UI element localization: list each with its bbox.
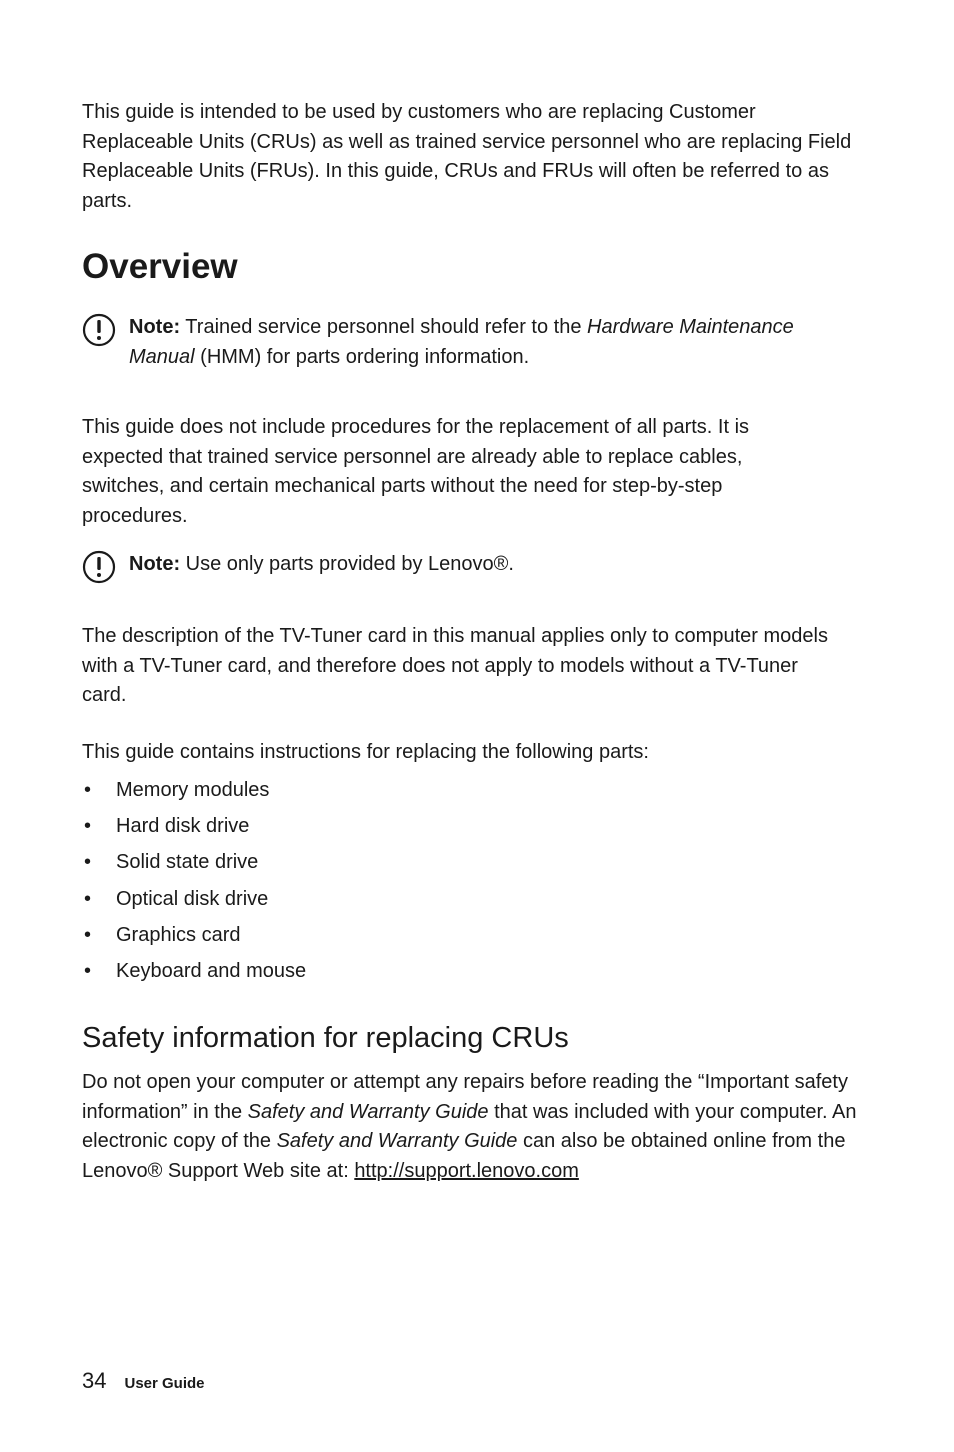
attention-icon	[82, 550, 116, 584]
list-item: • Keyboard and mouse	[82, 953, 306, 989]
note-text	[129, 550, 862, 580]
note-label: Note:	[129, 316, 181, 338]
overview-heading: Overview	[82, 247, 238, 286]
list-item: • Hard disk drive	[82, 808, 306, 844]
attention-icon	[82, 313, 116, 347]
list-item: • Graphics card	[82, 917, 306, 953]
guide-title: Safety and Warranty Guide	[276, 1130, 518, 1152]
note-label: Note:	[129, 553, 181, 575]
procedures-paragraph: This guide does not include procedures for the replacement of all parts. It is expected that trained service personnel are already able to replace cables, switches, and certain mechanical parts without the need for step-by-step procedures.	[82, 416, 750, 527]
tv-tuner-paragraph: The description of the TV-Tuner card in this manual applies only to computer models with a TV-Tuner card, and therefore does not apply to models without a TV-Tuner card.	[82, 625, 828, 706]
note-text-part: Use only parts provided by Lenovo®.	[180, 553, 514, 575]
note-text-part: (HMM) for parts ordering information.	[194, 345, 530, 368]
list-item: • Memory modules	[82, 772, 306, 808]
list-item: • Optical disk drive	[82, 881, 306, 917]
hmm-title: Hardware Maintenance Manual	[129, 316, 794, 368]
page-footer	[82, 1368, 205, 1394]
parts-intro: This guide contains instructions for replacing the following parts:	[82, 741, 649, 763]
safety-text-part: that was included with your computer. An electronic copy of the	[82, 1100, 857, 1152]
safety-heading: Safety information for replacing CRUs	[82, 1022, 569, 1054]
safety-paragraph	[82, 1068, 872, 1186]
note-lenovo-parts	[82, 550, 862, 580]
note-text	[129, 313, 862, 372]
page-number: 34	[82, 1368, 107, 1393]
intro-paragraph: This guide is intended to be used by customers who are replacing Customer Replaceable Units (CRUs) as well as trained service personnel who are replacing Field Replaceable Units (FRUs). In this guide, CRUs and FRUs will often be referred to as parts.	[82, 101, 852, 212]
note-hmm	[82, 313, 862, 372]
list-item: • Solid state drive	[82, 844, 306, 880]
safety-text-part: can also be obtained online from the Lenovo® Support Web site at:	[82, 1130, 846, 1182]
footer-label: User Guide	[124, 1375, 205, 1392]
parts-list	[82, 772, 306, 989]
safety-text-part: Do not open your computer or attempt any repairs before reading the “Important safety information” in the	[82, 1071, 848, 1123]
note-text-part: Trained service personnel should refer to the	[180, 316, 588, 338]
support-link[interactable]: http://support.lenovo.com	[354, 1159, 579, 1182]
guide-title: Safety and Warranty Guide	[247, 1100, 489, 1123]
